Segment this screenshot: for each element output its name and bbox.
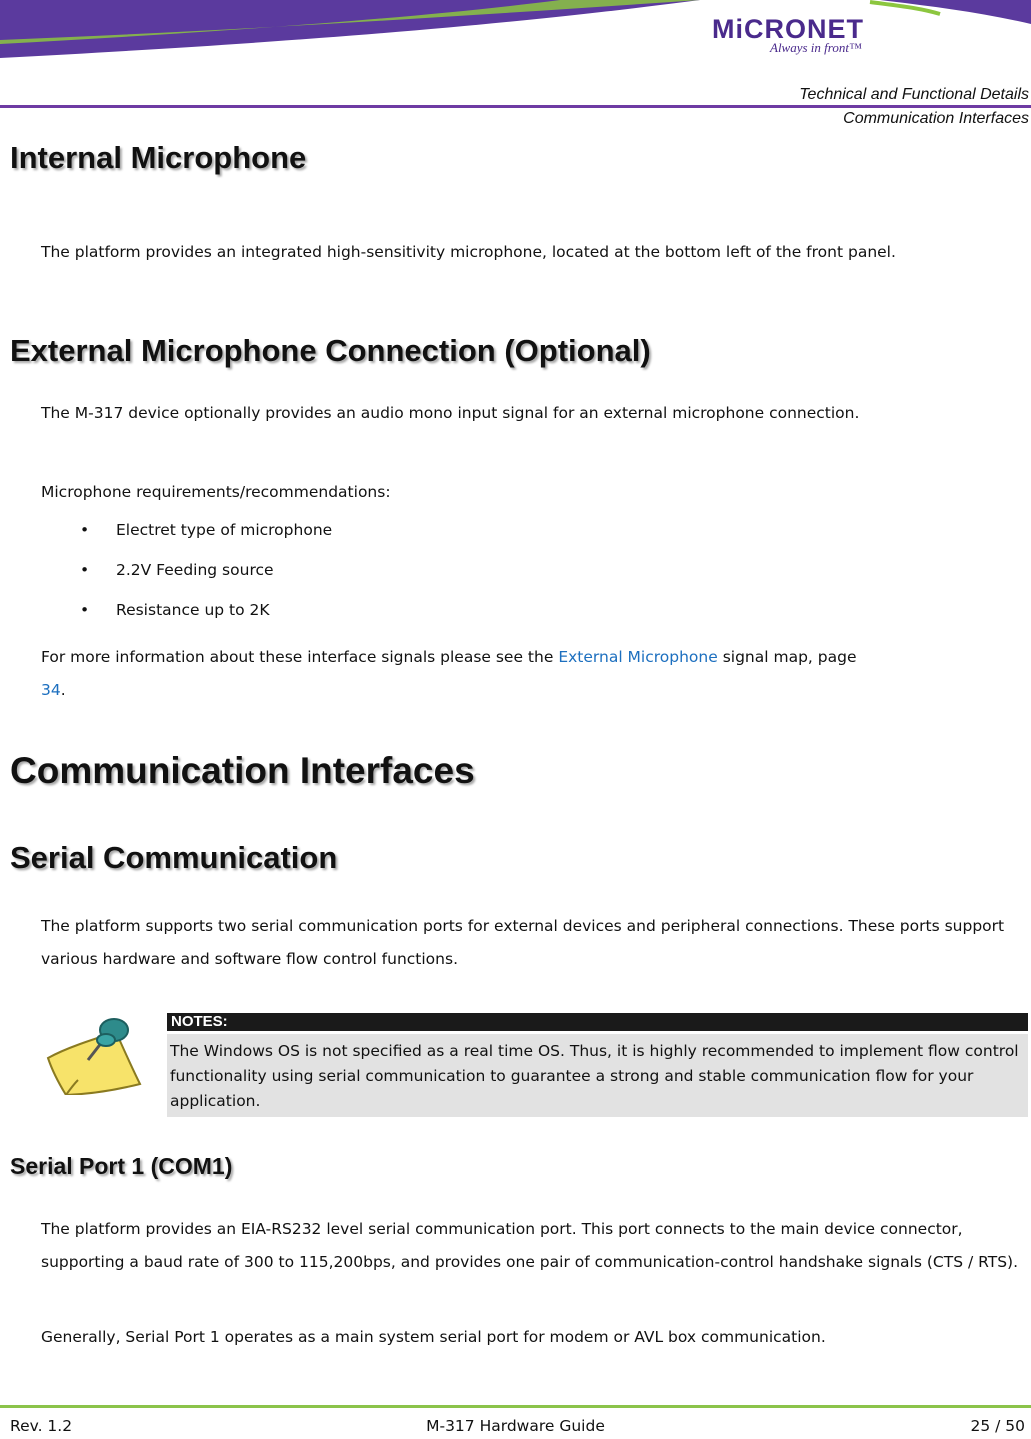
- page-34-link[interactable]: 34: [41, 681, 61, 699]
- notes-label: NOTES:: [167, 1013, 1028, 1031]
- heading-serial-communication: Serial Communication: [10, 840, 338, 875]
- list-item: • Resistance up to 2K: [80, 600, 332, 640]
- more-info-middle: signal map, page: [717, 648, 857, 666]
- heading-communication-interfaces: Communication Interfaces: [10, 750, 475, 791]
- more-info-suffix: .: [60, 681, 66, 699]
- internal-mic-paragraph: The platform provides an integrated high-sensitivity microphone, located at the bottom left of the front panel.: [41, 243, 896, 261]
- header-banner: [0, 0, 1031, 70]
- mic-requirements-list: [80, 520, 332, 640]
- list-item: • Electret type of microphone: [80, 520, 332, 560]
- serial-port-1-paragraph-2: Generally, Serial Port 1 operates as a main system serial port for modem or AVL box communication.: [41, 1328, 826, 1346]
- external-mic-paragraph: The M-317 device optionally provides an audio mono input signal for an external microphone connection.: [41, 404, 860, 422]
- footer-page-number: 25 / 50: [970, 1417, 1025, 1435]
- header-subsection-title: Communication Interfaces: [843, 110, 1029, 127]
- header-section-title: Technical and Functional Details: [799, 86, 1029, 103]
- company-logo: MiCRONET: [712, 14, 864, 44]
- header-divider: [0, 105, 1031, 108]
- serial-port-1-paragraph: The platform provides an EIA-RS232 level serial communication port. This port connects to the main device connector, supporting a baud rate of 300 to 115,200bps, and provides one pair of communication-control handshake signals (CTS / RTS).: [41, 1220, 1019, 1271]
- footer-doc-title: M-317 Hardware Guide: [426, 1417, 605, 1435]
- list-item: • 2.2V Feeding source: [80, 560, 332, 600]
- heading-internal-microphone: Internal Microphone: [10, 140, 307, 175]
- heading-serial-port-1: Serial Port 1 (COM1): [10, 1153, 233, 1179]
- more-info-prefix: For more information about these interface signals please see the: [41, 648, 559, 666]
- footer-divider: [0, 1405, 1031, 1408]
- sticky-note-pin-icon: [36, 1010, 146, 1095]
- footer-revision: Rev. 1.2: [10, 1417, 73, 1435]
- logo-tagline: Always in front™: [770, 40, 862, 55]
- more-info-paragraph: [41, 641, 1026, 707]
- heading-external-microphone: External Microphone Connection (Optional): [10, 333, 651, 368]
- notes-text: The Windows OS is not specified as a real time OS. Thus, it is highly recommended to implement flow control functionality using serial communication to guarantee a strong and stable communication flow for your application.: [167, 1034, 1028, 1117]
- mic-requirements-intro: Microphone requirements/recommendations:: [41, 483, 391, 501]
- external-microphone-link[interactable]: External Microphone: [558, 648, 718, 666]
- serial-communication-paragraph: The platform supports two serial communication ports for external devices and peripheral connections. These ports support various hardware and software flow control functions.: [41, 917, 1005, 968]
